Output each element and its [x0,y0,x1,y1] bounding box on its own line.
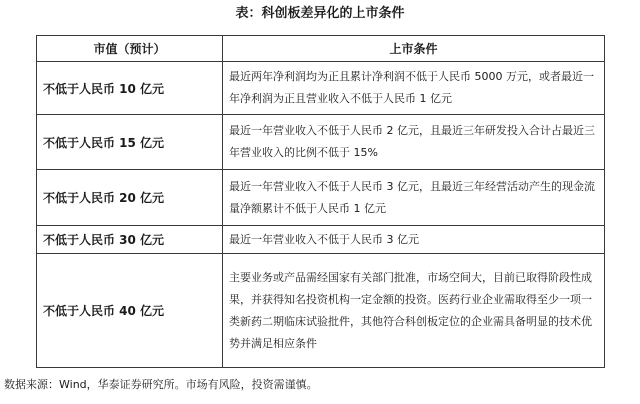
source-note: 数据来源：Wind，华泰证券研究所。市场有风险，投资需谨慎。 [4,378,318,391]
market-cap-cell: 不低于人民币 40 亿元 [37,254,223,368]
condition-cell: 最近一年营业收入不低于人民币 2 亿元，且最近三年研发投入合计占最近三年营业收入的比例不低于 15% [223,115,605,170]
table-row [37,115,605,170]
table-title: 表：科创板差异化的上市条件 [235,6,405,21]
table-row [37,254,605,368]
header-listing-conditions: 上市条件 [223,36,605,62]
condition-cell: 最近一年营业收入不低于人民币 3 亿元 [223,226,605,254]
table-row [37,62,605,115]
condition-cell: 最近两年净利润均为正且累计净利润不低于人民币 5000 万元，或者最近一年净利润为正且营业收入不低于人民币 1 亿元 [223,62,605,115]
listing-conditions-table [36,35,605,368]
table-header-row [37,36,605,62]
table-row [37,226,605,254]
condition-cell: 主要业务或产品需经国家有关部门批准，市场空间大，目前已取得阶段性成果，并获得知名投资机构一定金额的投资。医药行业企业需取得至少一项一类新药二期临床试验批件，其他符合科创板定位的企业需具备明显的技术优势并满足相应条件 [223,254,605,368]
header-market-cap: 市值（预计） [37,36,223,62]
market-cap-cell: 不低于人民币 10 亿元 [37,62,223,115]
table-row [37,170,605,226]
condition-cell: 最近一年营业收入不低于人民币 3 亿元，且最近三年经营活动产生的现金流量净额累计不低于人民币 1 亿元 [223,170,605,226]
market-cap-cell: 不低于人民币 30 亿元 [37,226,223,254]
market-cap-cell: 不低于人民币 15 亿元 [37,115,223,170]
market-cap-cell: 不低于人民币 20 亿元 [37,170,223,226]
